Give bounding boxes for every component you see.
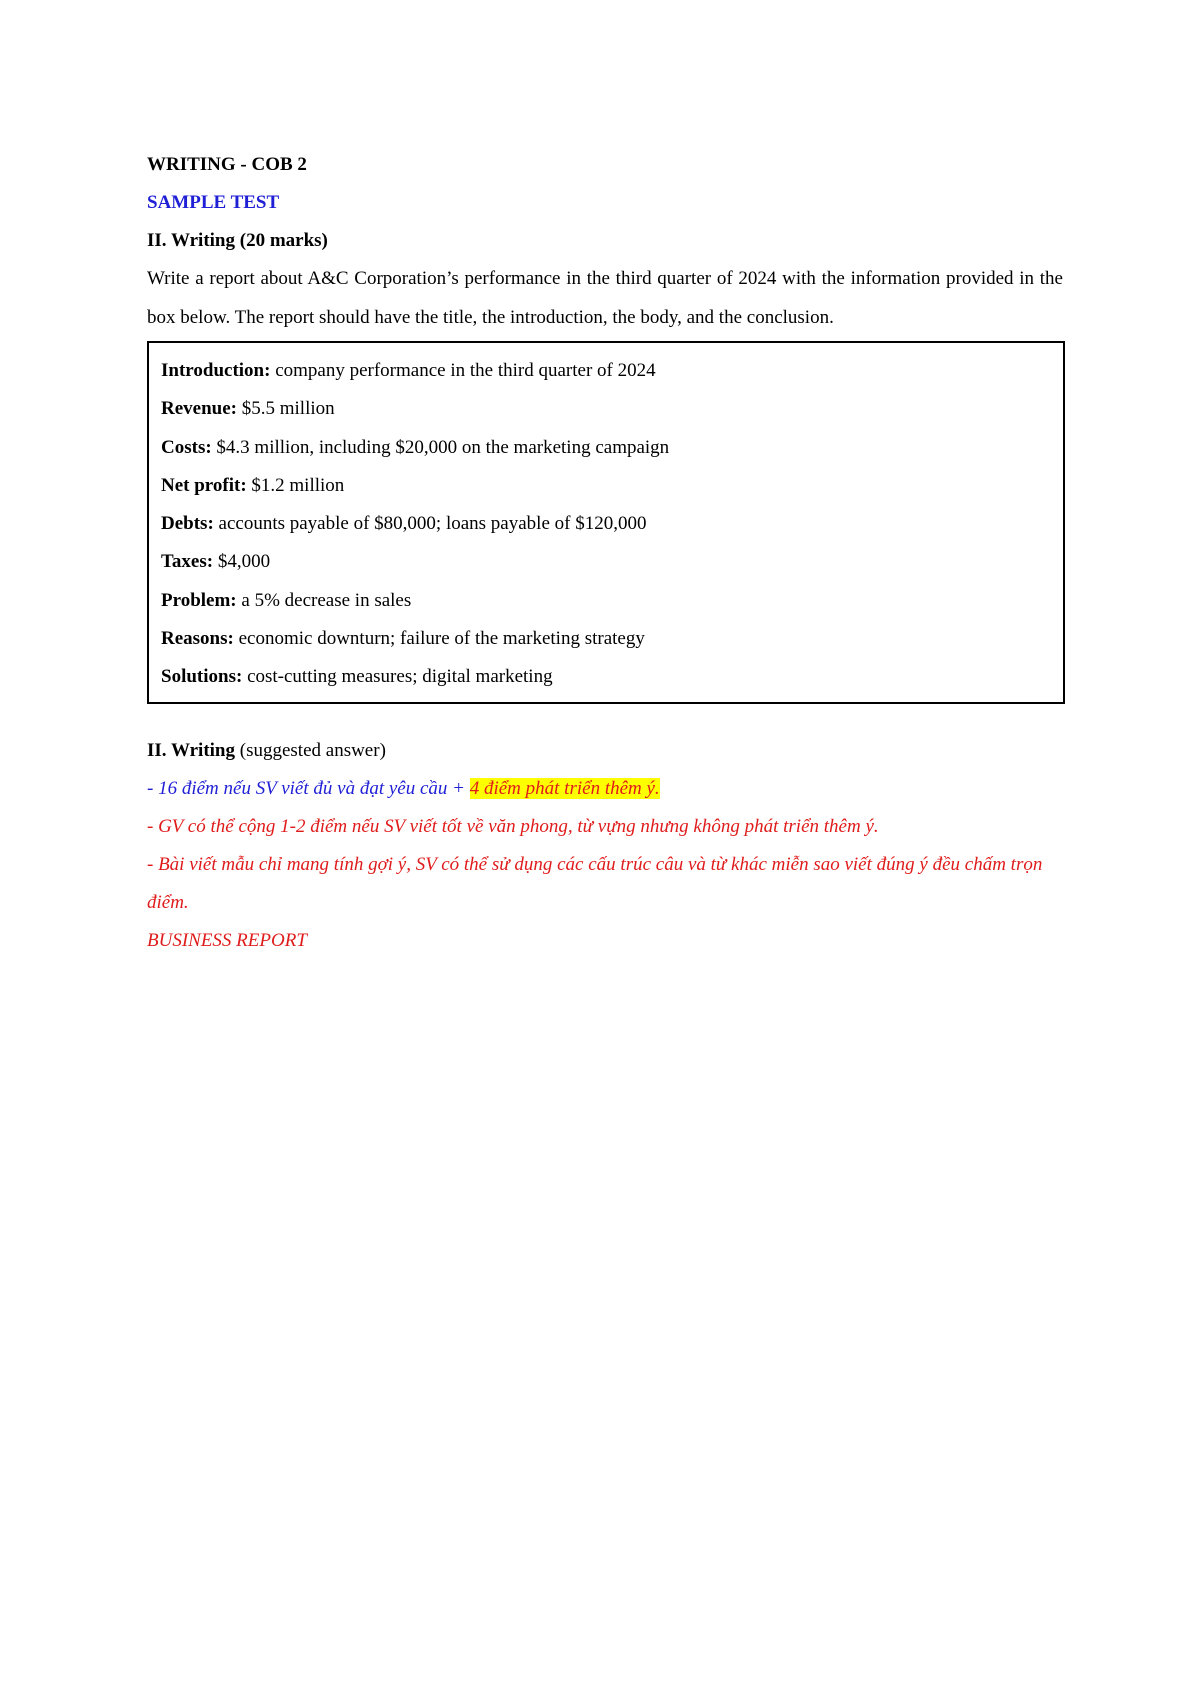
- info-value: economic downturn; failure of the marketing strategy: [233, 628, 645, 650]
- info-label: Costs:: [161, 436, 212, 458]
- info-row-introduction: [161, 352, 1051, 390]
- info-row-reasons: [161, 620, 1051, 658]
- info-label: Solutions:: [161, 666, 243, 688]
- writing-prompt: Write a report about A&C Corporation’s performance in the third quarter of 2024 with the information provided in the box below. The report should have the title, the introduction, the body, and the conclusion.: [147, 268, 1063, 328]
- info-row-problem: [161, 582, 1051, 620]
- info-label: Reasons:: [161, 628, 234, 650]
- info-value: $1.2 million: [246, 474, 345, 496]
- info-row-net-profit: [161, 467, 1051, 505]
- info-box: [147, 341, 1065, 704]
- answer-block: [147, 732, 1063, 960]
- info-row-revenue: [161, 390, 1051, 428]
- grading-note-3: - Bài viết mẫu chỉ mang tính gợi ý, SV có thể sử dụng các cấu trúc câu và từ khác miễn sao viết đúng ý đều chấm trọn điểm.: [147, 853, 1043, 913]
- info-row-solutions: [161, 658, 1051, 696]
- info-label: Debts:: [161, 513, 214, 535]
- info-value: cost-cutting measures; digital marketing: [242, 666, 553, 688]
- info-value: $5.5 million: [236, 398, 335, 420]
- grading-note-1-text: - 16 điểm nếu SV viết đủ và đạt yêu cầu +: [147, 777, 470, 799]
- grading-note-1: [147, 770, 1063, 808]
- grading-note-2: - GV có thể cộng 1-2 điểm nếu SV viết tốt về văn phong, từ vựng nhưng không phát triển thêm ý.: [147, 815, 879, 837]
- report-title: BUSINESS REPORT: [147, 929, 307, 951]
- info-row-costs: [161, 429, 1051, 467]
- info-value: a 5% decrease in sales: [236, 589, 412, 611]
- section-heading: II. Writing (20 marks): [147, 230, 328, 251]
- info-value: $4,000: [213, 551, 271, 573]
- grading-note-1-highlight: 4 điểm phát triển thêm ý.: [469, 777, 660, 799]
- sample-test-label: SAMPLE TEST: [147, 192, 280, 213]
- document-content: [147, 146, 1063, 960]
- info-label: Taxes:: [161, 551, 214, 573]
- info-value: accounts payable of $80,000; loans payable of $120,000: [213, 513, 647, 535]
- info-value: company performance in the third quarter of 2024: [270, 360, 656, 381]
- answer-heading-rest: (suggested answer): [235, 739, 386, 761]
- answer-heading: [147, 732, 1063, 770]
- document-title: WRITING - COB 2: [147, 154, 307, 175]
- info-label: Net profit:: [161, 474, 247, 496]
- info-label: Problem:: [161, 589, 237, 611]
- info-row-debts: [161, 505, 1051, 543]
- info-label: Revenue:: [161, 398, 237, 420]
- answer-heading-bold: II. Writing: [147, 739, 235, 761]
- info-label: Introduction:: [161, 360, 271, 381]
- info-value: $4.3 million, including $20,000 on the marketing campaign: [211, 436, 670, 458]
- info-row-taxes: [161, 543, 1051, 581]
